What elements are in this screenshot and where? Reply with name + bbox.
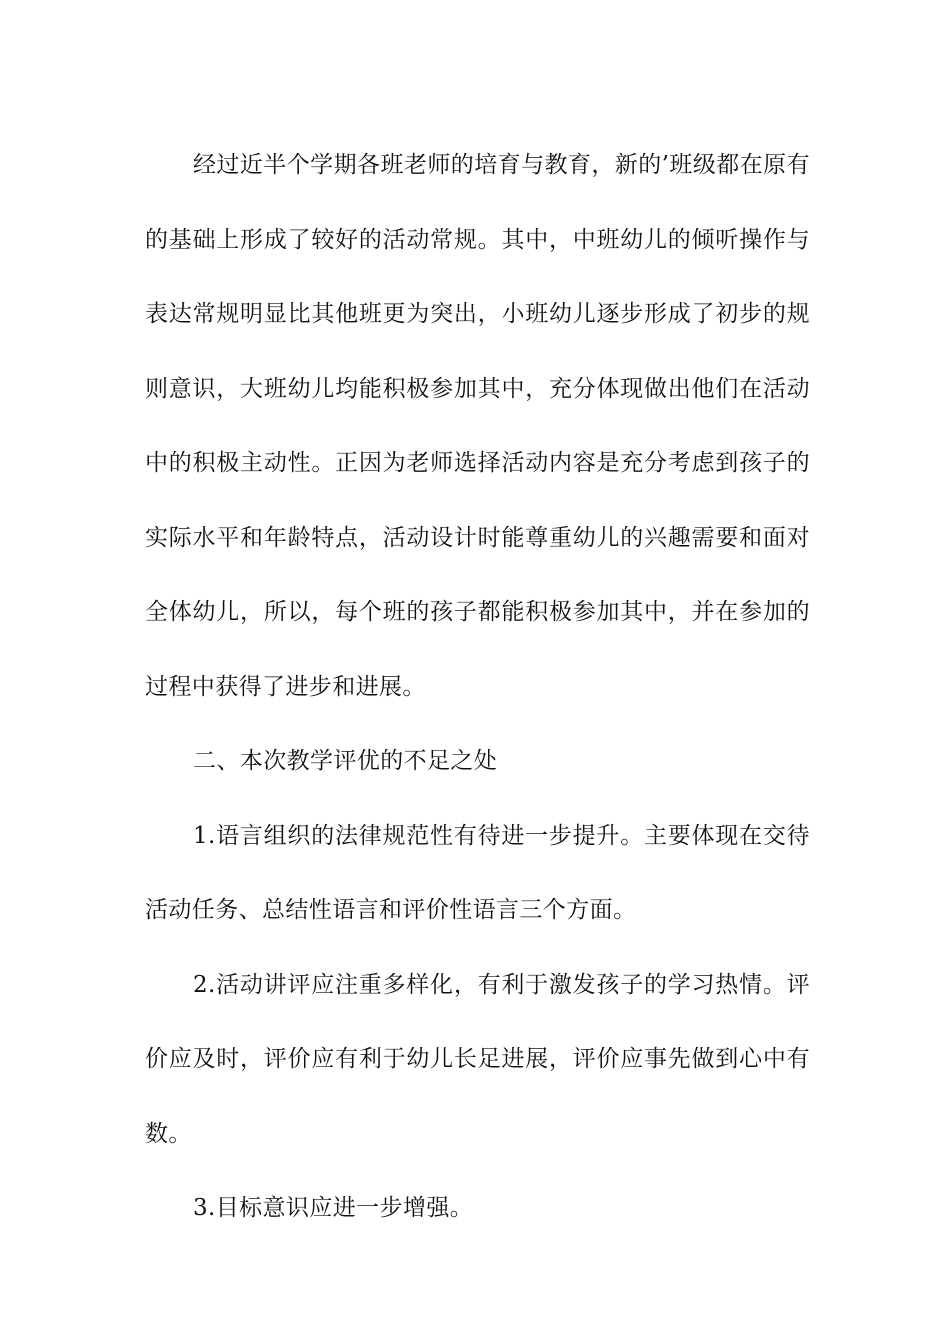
list-item-3: 3.目标意识应进一步增强。: [193, 1195, 474, 1221]
list-item-2: 2.活动讲评应注重多样化，有利于激发孩子的学习热情。评价应及时，评价应有利于幼儿长足进展，评价应事先做到心中有数。: [145, 971, 810, 1147]
section-heading-shortcomings: 二、本次教学评优的不足之处: [193, 748, 498, 774]
list-item-1: 1.语言组织的法律规范性有待进一步提升。主要体现在交待活动任务、总结性语言和评价性语言三个方面。: [145, 822, 810, 923]
body-paragraph-summary: 经过近半个学期各班老师的培育与教育，新的’班级都在原有的基础上形成了较好的活动常规。其中，中班幼儿的倾听操作与表达常规明显比其他班更为突出，小班幼儿逐步形成了初步的规则意识，大班幼儿均能积极参加其中，充分体现做出他们在活动中的积极主动性。正因为老师选择活动内容是充分考虑到孩子的实际水平和年龄特点，活动设计时能尊重幼儿的兴趣需要和面对全体幼儿，所以，每个班的孩子都能积极参加其中，并在参加的过程中获得了进步和进展。: [145, 152, 810, 700]
document-body: [145, 128, 810, 1246]
